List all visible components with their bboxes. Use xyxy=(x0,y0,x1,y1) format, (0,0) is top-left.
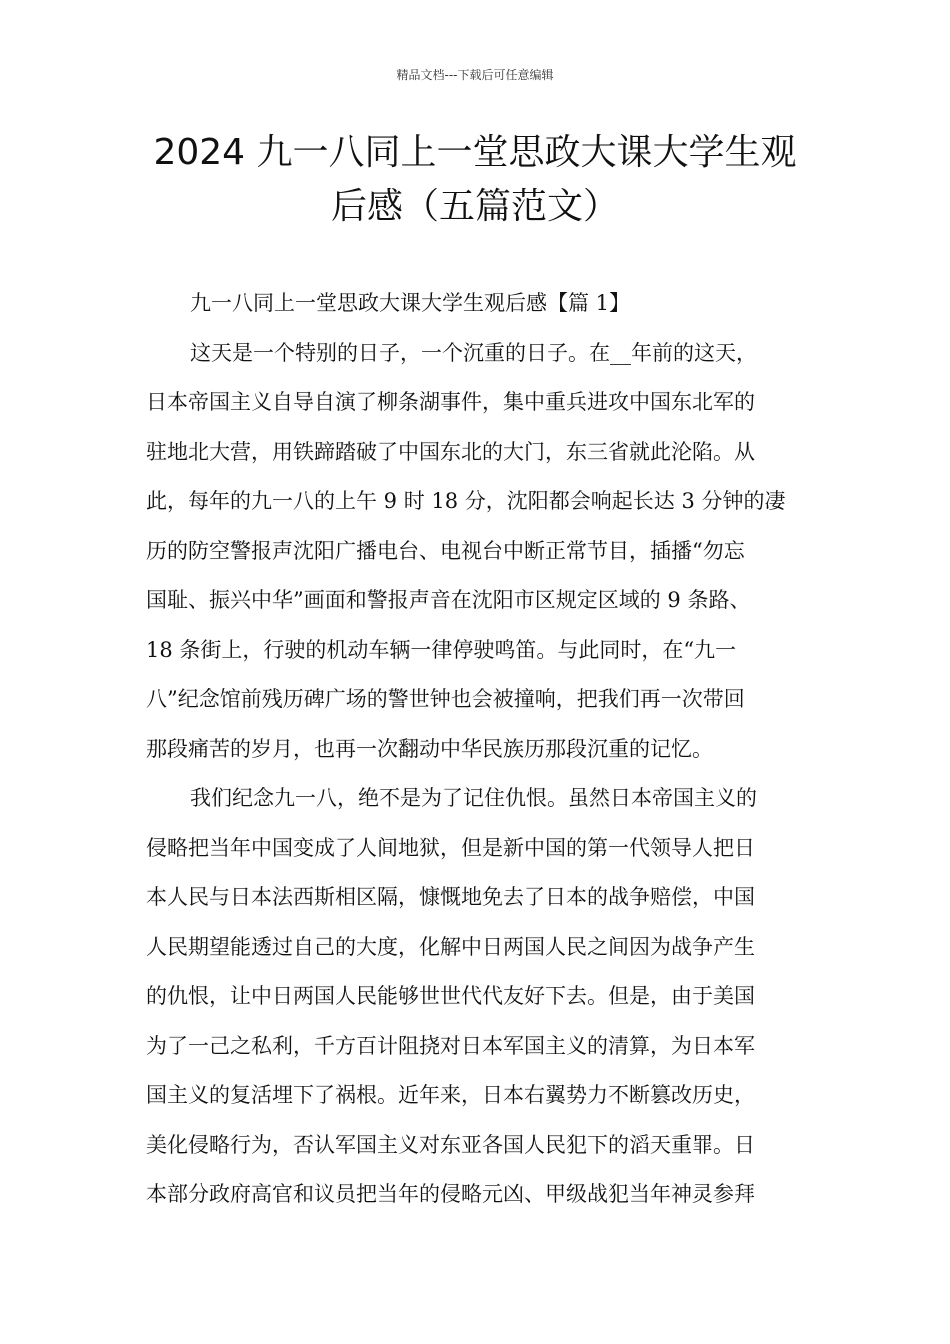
paragraph-line: 日本帝国主义自导自演了柳条湖事件，集中重兵进攻中国东北军的 xyxy=(146,390,755,414)
paragraph-line: 驻地北大营，用铁蹄踏破了中国东北的大门，东三省就此沦陷。从 xyxy=(146,439,755,464)
paragraph-line: 八”纪念馆前残历碑广场的警世钟也会被撞响，把我们再一次带回 xyxy=(146,687,745,711)
paragraph-line: 本人民与日本法西斯相区隔，慷慨地免去了日本的战争赔偿，中国 xyxy=(146,885,755,909)
paragraph-line: 我们纪念九一八，绝不是为了记住仇恨。虽然日本帝国主义的 xyxy=(190,786,757,810)
paragraph-line: 此，每年的九一八的上午 9 时 18 分，沈阳都会响起长达 3 分钟的凄 xyxy=(146,489,786,513)
paragraph-line: 这天是一个特别的日子，一个沉重的日子。在__年前的这天， xyxy=(190,340,757,365)
document-body xyxy=(146,279,820,1220)
paragraph-line: 为了一己之私利，千方百计阻挠对日本军国主义的清算，为日本军 xyxy=(146,1033,755,1058)
header-note: 精品文档---下载后可任意编辑 xyxy=(396,68,554,82)
paragraph-line: 那段痛苦的岁月，也再一次翻动中华民族历那段沉重的记忆。 xyxy=(146,736,713,761)
section-heading: 九一八同上一堂思政大课大学生观后感【篇 1】 xyxy=(190,291,631,315)
document-title xyxy=(100,126,850,234)
paragraph-line: 国主义的复活埋下了祸根。近年来，日本右翼势力不断篡改历史， xyxy=(146,1083,755,1107)
title-line-1: 2024 九一八同上一堂思政大课大学生观 xyxy=(153,132,797,173)
title-line-2: 后感（五篇范文） xyxy=(330,186,619,227)
paragraph-line: 的仇恨，让中日两国人民能够世世代代友好下去。但是，由于美国 xyxy=(146,984,755,1008)
paragraph-line: 18 条街上，行驶的机动车辆一律停驶鸣笛。与此同时，在“九一 xyxy=(146,637,737,662)
paragraph-line: 人民期望能透过自己的大度，化解中日两国人民之间因为战争产生 xyxy=(146,934,755,959)
paragraph-line: 历的防空警报声沈阳广播电台、电视台中断正常节目，插播“勿忘 xyxy=(146,538,745,563)
paragraph-line: 侵略把当年中国变成了人间地狱，但是新中国的第一代领导人把日 xyxy=(146,835,755,860)
paragraph-line: 美化侵略行为，否认军国主义对东亚各国人民犯下的滔天重罪。日 xyxy=(146,1132,755,1157)
paragraph-line: 本部分政府高官和议员把当年的侵略元凶、甲级战犯当年神灵参拜 xyxy=(146,1182,755,1206)
paragraph-line: 国耻、振兴中华”画面和警报声音在沈阳市区规定区域的 9 条路、 xyxy=(146,588,751,612)
